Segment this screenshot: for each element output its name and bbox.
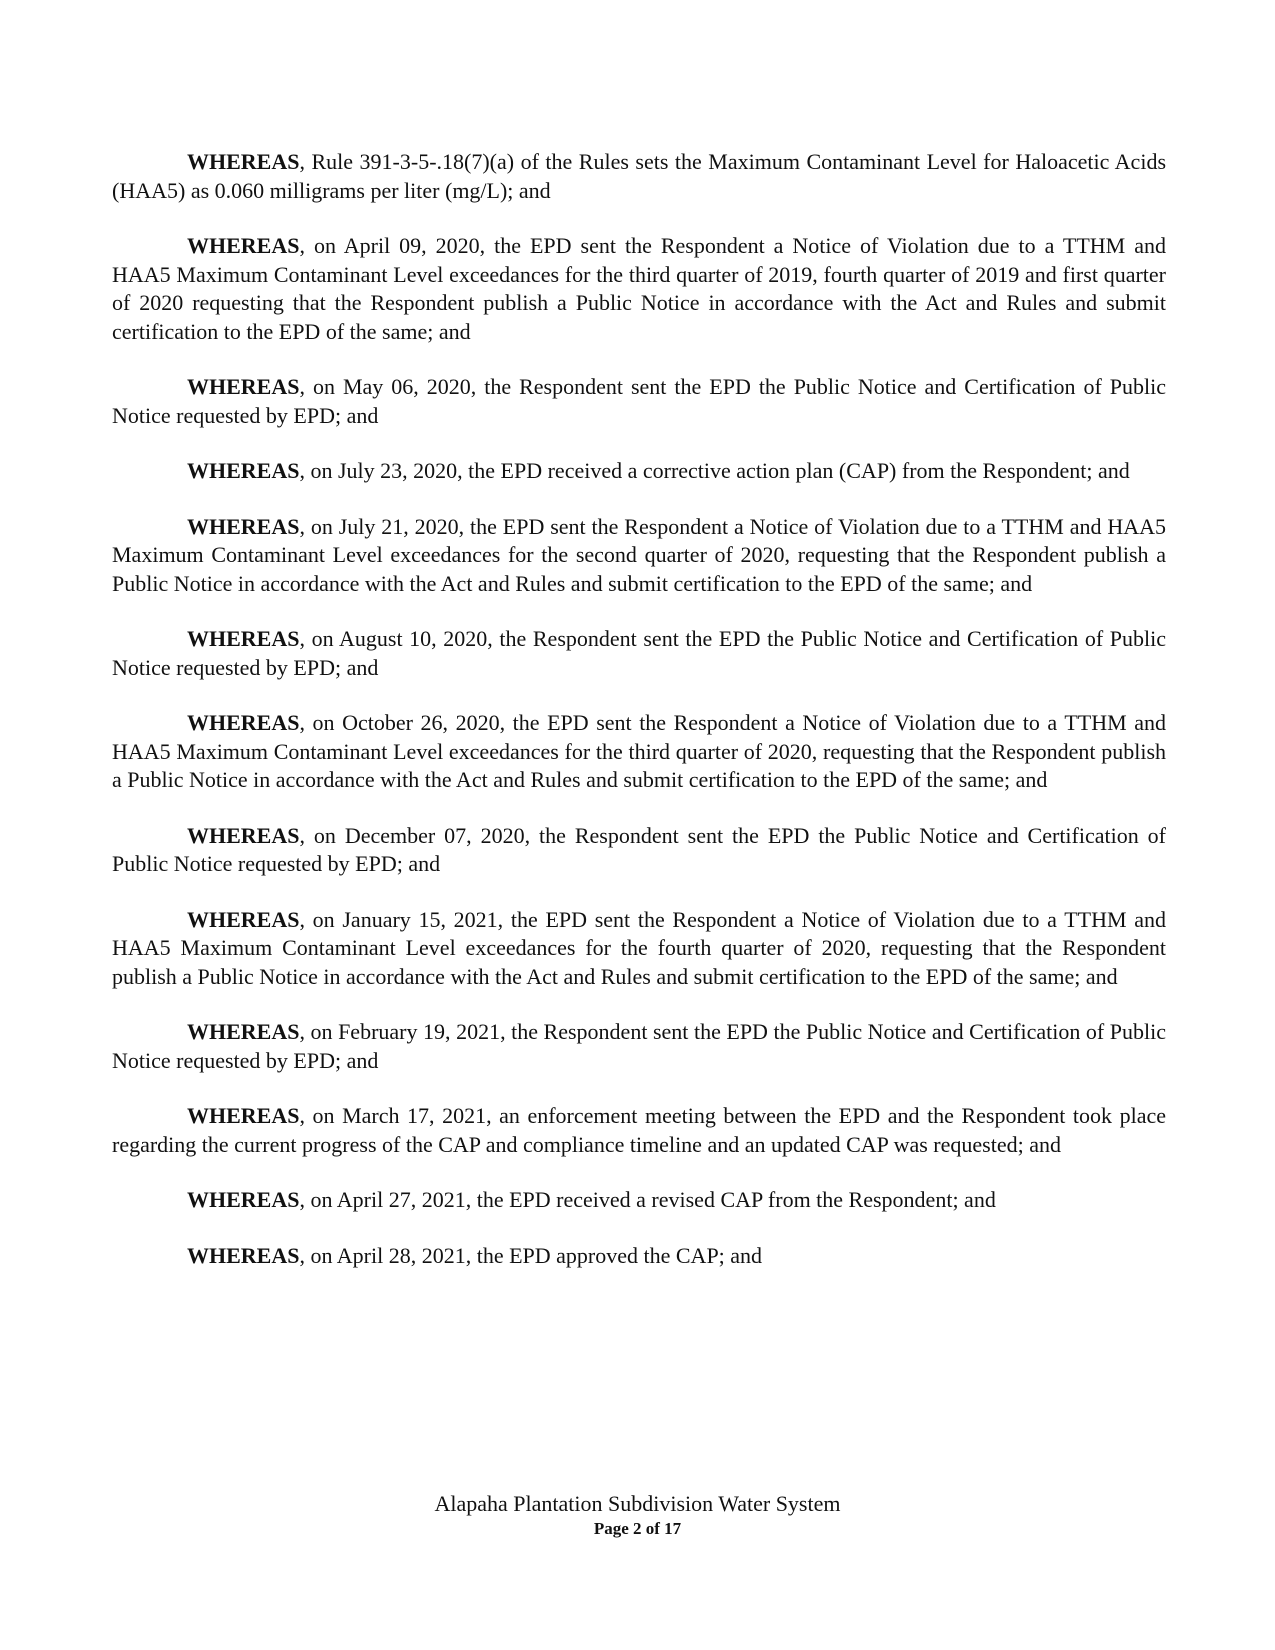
paragraph-text: , on July 21, 2020, the EPD sent the Respondent a Notice of Violation due to a TTHM and HAA5 Maximum Contaminant Level exceedances for the second quarter of 2020, requesting that the Respondent publish a Public Notice in accordance with the Act and Rules and submit certification to the EPD of the same; and bbox=[112, 513, 1166, 596]
page-number: Page 2 of 17 bbox=[593, 1519, 682, 1538]
whereas-keyword: WHEREAS bbox=[187, 1187, 300, 1212]
paragraph-text: , on April 27, 2021, the EPD received a revised CAP from the Respondent; and bbox=[299, 1187, 996, 1212]
whereas-keyword: WHEREAS bbox=[187, 906, 300, 932]
whereas-paragraph bbox=[112, 1102, 1166, 1159]
whereas-keyword: WHEREAS bbox=[187, 374, 300, 399]
whereas-paragraph bbox=[112, 232, 1166, 346]
whereas-paragraph bbox=[112, 906, 1166, 992]
whereas-paragraph bbox=[112, 709, 1166, 795]
paragraph-text: , Rule 391-3-5-.18(7)(a) of the Rules sets the Maximum Contaminant Level for Haloacetic Acids (HAA5) as 0.060 milligrams per liter (mg/L); and bbox=[112, 149, 1166, 203]
whereas-keyword: WHEREAS bbox=[187, 626, 300, 651]
whereas-paragraph bbox=[112, 513, 1166, 599]
whereas-keyword: WHEREAS bbox=[187, 1103, 300, 1128]
whereas-paragraph bbox=[112, 457, 1166, 486]
paragraph-text: , on December 07, 2020, the Respondent sent the EPD the Public Notice and Certification of Public Notice requested by EPD; and bbox=[112, 822, 1166, 876]
document-body bbox=[112, 148, 1166, 1270]
page-footer bbox=[0, 1490, 1275, 1540]
whereas-paragraph bbox=[112, 625, 1166, 682]
whereas-keyword: WHEREAS bbox=[187, 710, 300, 735]
paragraph-text: , on May 06, 2020, the Respondent sent the EPD the Public Notice and Certification of Public Notice requested by EPD; and bbox=[112, 374, 1166, 428]
paragraph-text: , on April 09, 2020, the EPD sent the Respondent a Notice of Violation due to a TTHM and HAA5 Maximum Contaminant Level exceedances for the third quarter of 2019, fourth quarter of 2019 and first quarter of 2020 requesting that the Respondent publish a Public Notice in accordance with the Act and Rules and submit certification to the EPD of the same; and bbox=[112, 233, 1166, 344]
whereas-keyword: WHEREAS bbox=[187, 513, 300, 539]
footer-system-name: Alapaha Plantation Subdivision Water System bbox=[434, 1491, 841, 1516]
whereas-keyword: WHEREAS bbox=[187, 458, 300, 483]
whereas-keyword: WHEREAS bbox=[187, 822, 300, 848]
paragraph-text: , on July 23, 2020, the EPD received a corrective action plan (CAP) from the Respondent; and bbox=[299, 458, 1130, 483]
paragraph-text: , on April 28, 2021, the EPD approved the CAP; and bbox=[299, 1242, 763, 1268]
whereas-paragraph bbox=[112, 1242, 1166, 1271]
whereas-paragraph bbox=[112, 1018, 1166, 1075]
whereas-paragraph bbox=[112, 148, 1166, 205]
whereas-keyword: WHEREAS bbox=[187, 1242, 300, 1268]
whereas-paragraph bbox=[112, 373, 1166, 430]
whereas-keyword: WHEREAS bbox=[187, 1019, 300, 1044]
paragraph-text: , on October 26, 2020, the EPD sent the Respondent a Notice of Violation due to a TTHM and HAA5 Maximum Contaminant Level exceedances for the third quarter of 2020, requesting that the Respondent publish a Public Notice in accordance with the Act and Rules and submit certification to the EPD of the same; and bbox=[112, 710, 1166, 792]
whereas-keyword: WHEREAS bbox=[187, 149, 300, 174]
paragraph-text: , on August 10, 2020, the Respondent sent the EPD the Public Notice and Certification of Public Notice requested by EPD; and bbox=[112, 626, 1166, 680]
whereas-paragraph bbox=[112, 822, 1166, 879]
whereas-paragraph bbox=[112, 1186, 1166, 1215]
paragraph-text: , on March 17, 2021, an enforcement meeting between the EPD and the Respondent took place regarding the current progress of the CAP and compliance timeline and an updated CAP was requested; and bbox=[112, 1103, 1166, 1157]
whereas-keyword: WHEREAS bbox=[187, 233, 300, 258]
paragraph-text: , on January 15, 2021, the EPD sent the Respondent a Notice of Violation due to a TTHM and HAA5 Maximum Contaminant Level exceedances for the fourth quarter of 2020, requesting that the Respondent publish a Public Notice in accordance with the Act and Rules and submit certification to the EPD of the same; and bbox=[112, 906, 1166, 989]
paragraph-text: , on February 19, 2021, the Respondent sent the EPD the Public Notice and Certification of Public Notice requested by EPD; and bbox=[112, 1019, 1166, 1073]
